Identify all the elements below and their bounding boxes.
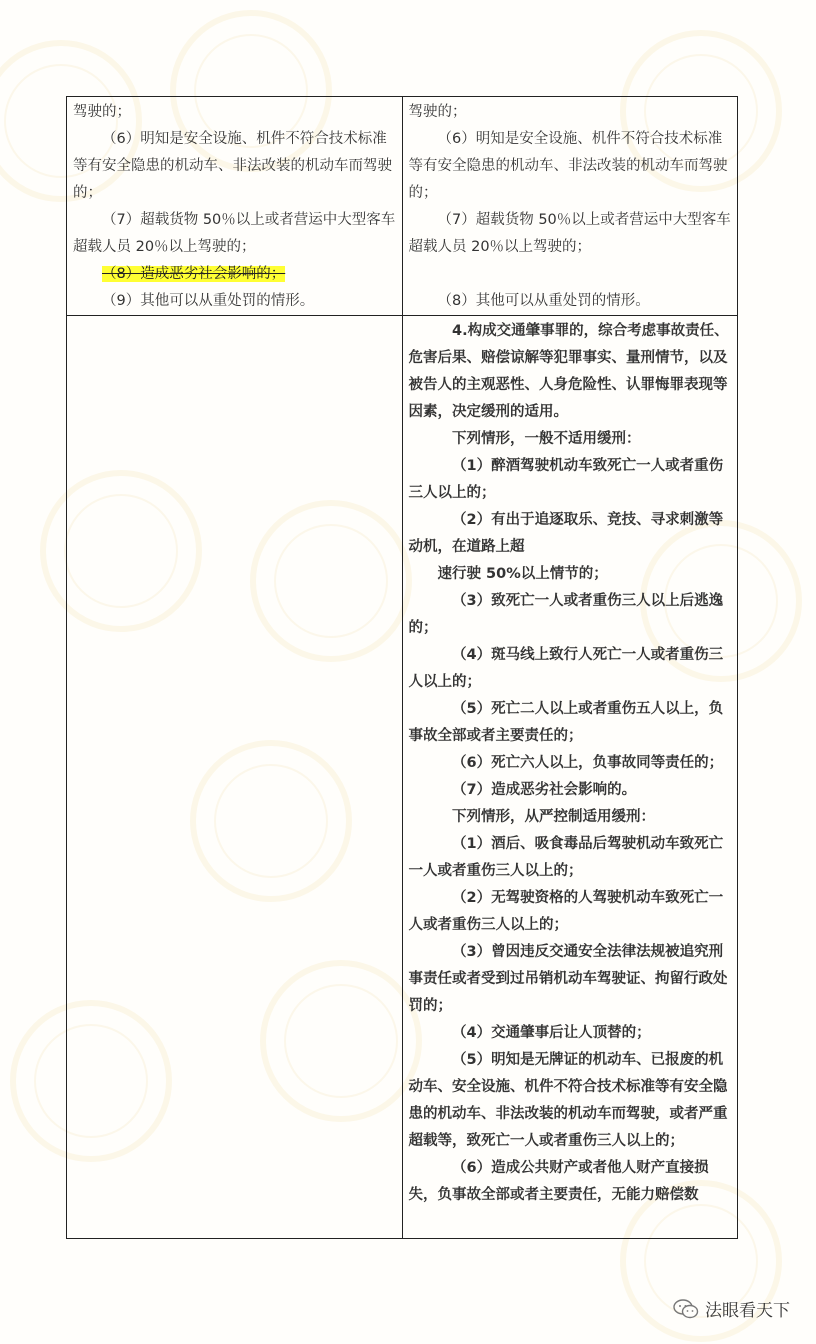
wechat-icon (673, 1299, 699, 1319)
account-footer (673, 1296, 790, 1321)
red-para-8: （6）死亡六人以上，负事故同等责任的； (452, 755, 724, 771)
struck-line (73, 261, 396, 288)
red-para-14: （4）交通肇事后让人顶替的； (452, 1025, 651, 1041)
left-top-cell (67, 97, 403, 316)
left-line-2: （6）明知是安全设施、机件不符合技术标准等有安全隐患的机动车、非法改装的机动车而驾驶的； (73, 131, 392, 201)
red-para-9: （7）造成恶劣社会影响的。 (452, 782, 637, 798)
right-top-cell (402, 97, 738, 316)
red-para-1: 下列情形，一般不适用缓刑： (452, 431, 641, 447)
red-para-13: （3）曾因违反交通安全法律法规被追究刑事责任或者受到过吊销机动车驾驶证、拘留行政处罚的； (408, 944, 728, 1014)
comparison-table (66, 96, 738, 1239)
struck-text: （8）造成恶劣社会影响的； (102, 266, 286, 282)
left-line-1: 驾驶的； (73, 104, 131, 120)
red-para-3: （2）有出于追逐取乐、竞技、寻求刺激等动机，在道路上超 (408, 512, 724, 555)
red-para-6: （4）斑马线上致行人死亡一人或者重伤三人以上的； (408, 647, 724, 690)
left-line-last: （9）其他可以从重处罚的情形。 (102, 293, 315, 309)
right-line-3: （7）超载货物 50％以上或者营运中大型客车超载人员 20％以上驾驶的； (408, 212, 731, 255)
red-para-0: 4.构成交通肇事罪的，综合考虑事故责任、危害后果、赔偿谅解等犯罪事实、量刑情节，以及被告人的主观恶性、人身危险性、认罪悔罪表现等因素，决定缓刑的适用。 (408, 323, 729, 420)
red-para-2: （1）醉酒驾驶机动车致死亡一人或者重伤三人以上的； (408, 458, 724, 501)
right-bottom-cell (402, 316, 738, 1239)
table-row (67, 97, 738, 316)
red-para-12: （2）无驾驶资格的人驾驶机动车致死亡一人或者重伤三人以上的； (408, 890, 724, 933)
right-line-1: 驾驶的； (408, 104, 467, 120)
table-row (67, 316, 738, 1239)
red-para-11: （1）酒后、吸食毒品后驾驶机动车致死亡一人或者重伤三人以上的； (408, 836, 724, 879)
red-para-5: （3）致死亡一人或者重伤三人以上后逃逸的； (408, 593, 724, 636)
left-line-3: （7）超载货物 50％以上或者营运中大型客车超载人员 20％以上驾驶的； (73, 212, 396, 255)
left-bottom-cell (67, 316, 403, 1239)
right-line-last: （8）其他可以从重处罚的情形。 (437, 293, 650, 309)
red-para-16: （6）造成公共财产或者他人财产直接损失，负事故全部或者主要责任，无能力赔偿数 (408, 1160, 709, 1203)
red-para-4: 速行驶 50%以上情节的； (437, 566, 608, 582)
red-para-15: （5）明知是无牌证的机动车、已报废的机动车、安全设施、机件不符合技术标准等有安全隐患的机动车、非法改装的机动车而驾驶，或者严重超载等，致死亡一人或者重伤三人以上的； (408, 1052, 728, 1149)
right-line-2: （6）明知是安全设施、机件不符合技术标准等有安全隐患的机动车、非法改装的机动车而驾驶的； (408, 131, 728, 201)
red-para-7: （5）死亡二人以上或者重伤五人以上，负事故全部或者主要责任的； (408, 701, 724, 744)
red-para-10: 下列情形，从严控制适用缓刑： (452, 809, 655, 825)
account-name: 法眼看天下 (705, 1301, 790, 1321)
